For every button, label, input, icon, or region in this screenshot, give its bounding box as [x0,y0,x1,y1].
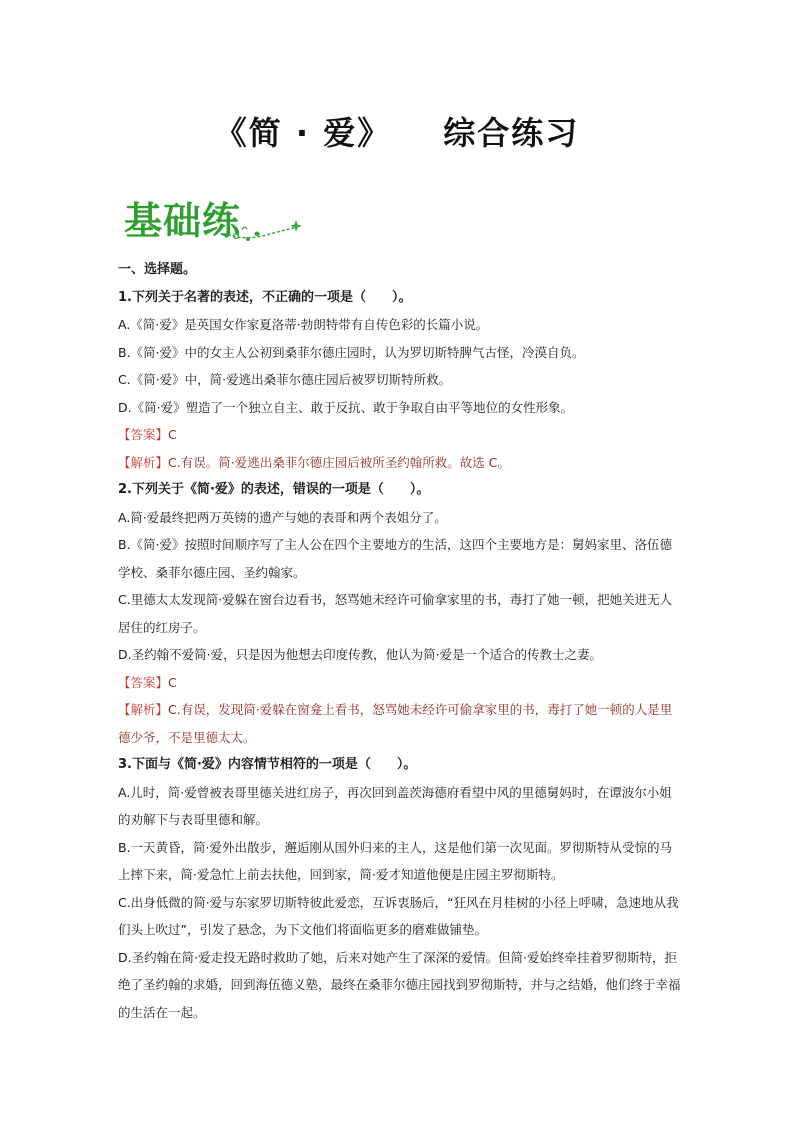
option-c: C.《简·爱》中，简·爱逃出桑菲尔德庄园后被罗切斯特所救。 [118,372,452,387]
option-d: D.圣约翰在简·爱走投无路时救助了她，后来对她产生了深深的爱情。但简·爱始终牵挂着罗彻斯特，拒绝了圣约翰的求婚，回到海伍德义塾，最终在桑菲尔德庄园找到罗彻斯特，并与之结婚，他们终于幸福的生活在一起。 [118,949,681,1020]
option-c: C.里德太太发现简·爱躲在窗台边看书，怒骂她未经许可偷拿家里的书，毒打了她一顿，把她关进无人居住的红房子。 [118,592,673,635]
option-c: C.出身低微的简·爱与东家罗切斯特彼此爱恋，互诉衷肠后，“狂风在月桂树的小径上呼啸，急速地从我们头上吹过”，引发了悬念，为下文他们将面临更多的磨难做铺垫。 [118,894,679,937]
option-a: A.《简·爱》是英国女作家夏洛蒂·勃朗特带有自传色彩的长篇小说。 [118,317,489,332]
option-d: D.圣约翰不爱简·爱，只是因为他想去印度传教，他认为简·爱是一个适合的传教士之妻。 [118,647,603,662]
option-a: A.儿时，简·爱曾被表哥里德关进红房子，再次回到盖茨海德府看望中风的里德舅妈时，在谭波尔小姐的劝解下与表哥里德和解。 [118,784,672,827]
answer-tag: 【答案】 [118,674,169,690]
option-b: B.《简·爱》按照时间顺序写了主人公在四个主要地方的生活，这四个主要地方是：舅妈家里、洛伍德学校、桑菲尔德庄园、圣约翰家。 [118,537,673,580]
analysis-text: C.有误。简·爱逃出桑菲尔德庄园后被所圣约翰所救。故选 C。 [168,454,510,470]
option-d: D.《简·爱》塑造了一个独立自主、敢于反抗、敢于争取自由平等地位的女性形象。 [118,399,574,415]
question-stem: 1.下列关于名著的表述，不正确的一项是（ ）。 [118,289,412,305]
answer-tag: 【答案】 [118,427,169,442]
answer-value: C [168,674,177,690]
option-b: B.《简·爱》中的女主人公初到桑菲尔德庄园时，认为罗切斯特脾气古怪，冷漠自负。 [118,344,585,360]
question-stem: 3.下面与《简·爱》内容情节相符的一项是（ ）。 [118,757,417,772]
analysis-tag: 【解析】 [118,454,169,470]
title-subtitle: 综合练习 [443,114,580,152]
answer [118,669,682,697]
answer [118,421,682,449]
section-banner-label: 基础练 [124,199,242,243]
analysis-text: C.有误，发现简·爱躲在窗龛上看书，怒骂她未经许可偷拿家里的书，毒打了她一顿的人是里德少爷，不是里德太太。 [118,702,673,745]
section-banner [124,190,304,243]
page-title [0,108,794,154]
analysis [118,449,682,477]
question-list [118,256,682,1026]
answer-value: C [168,427,177,442]
analysis-tag: 【解析】 [118,702,169,717]
part-heading: 一、选择题。 [118,262,197,277]
vine-decoration-icon [224,204,304,244]
analysis [118,696,682,751]
option-a: A.简·爱最终把两万英镑的遗产与她的表哥和两个表姐分了。 [118,509,447,525]
question-stem: 2.下列关于《简·爱》的表述，错误的一项是（ ）。 [118,482,430,497]
title-book: 《简 · 爱》 [214,114,392,152]
option-b: B.一天黄昏，简·爱外出散步，邂逅刚从国外归来的主人，这是他们第一次见面。罗彻斯特从受惊的马上摔下来，简·爱急忙上前去扶他，回到家，简·爱才知道他便是庄园主罗彻斯特。 [118,839,673,882]
